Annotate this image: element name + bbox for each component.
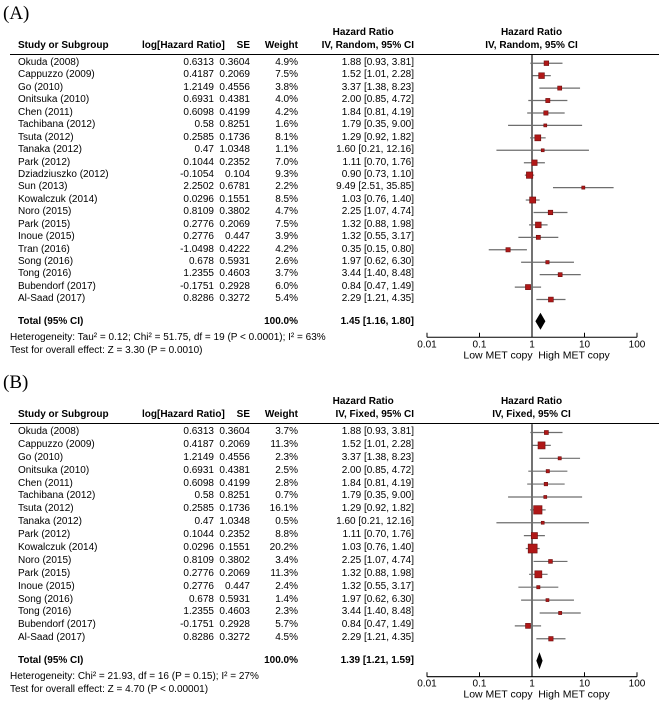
log-hazard-ratio: 0.4187 <box>183 438 214 450</box>
log-hazard-ratio: 0.2585 <box>183 503 214 515</box>
ci-text: 1.29 [0.92, 1.82] <box>341 131 414 143</box>
study-row <box>18 594 420 607</box>
study-row <box>18 256 420 268</box>
weight: 2.2% <box>275 181 298 193</box>
forest-plot-svg <box>417 424 659 701</box>
table-header <box>10 395 420 424</box>
total-ci: 1.45 [1.16, 1.80] <box>340 315 414 327</box>
study-row <box>18 555 420 568</box>
log-hazard-ratio: 1.2355 <box>183 606 214 618</box>
standard-error: 0.2069 <box>219 69 250 81</box>
svg-text:High MET copy: High MET copy <box>538 688 610 701</box>
study-rows <box>0 55 420 306</box>
plot-title: Hazard Ratio <box>500 396 563 407</box>
standard-error: 1.0348 <box>219 516 250 528</box>
log-hazard-ratio: 0.8286 <box>183 293 214 305</box>
weight: 8.1% <box>275 131 298 143</box>
study-row <box>18 107 420 119</box>
svg-text:0.1: 0.1 <box>472 678 487 690</box>
study-row <box>18 542 420 555</box>
log-hazard-ratio: 0.6313 <box>183 57 214 68</box>
standard-error: 0.4199 <box>219 106 250 118</box>
plot-header <box>420 26 659 55</box>
ci-text: 2.29 [1.21, 4.35] <box>341 293 414 305</box>
standard-error: 0.4556 <box>219 81 250 93</box>
study-row <box>18 69 420 81</box>
weight: 2.8% <box>275 477 298 489</box>
standard-error: 0.3272 <box>219 293 250 305</box>
standard-error: 0.3802 <box>219 206 250 218</box>
weight: 4.0% <box>275 94 298 106</box>
weight: 4.7% <box>275 206 298 218</box>
study-row <box>18 244 420 256</box>
log-hazard-ratio: 0.6098 <box>183 477 214 489</box>
weight: 7.5% <box>275 218 298 230</box>
total-row <box>18 654 420 667</box>
weight: 0.5% <box>275 516 298 528</box>
study-row <box>18 181 420 193</box>
log-hazard-ratio: 0.2776 <box>183 231 214 243</box>
hazard-ratio-column-title: Hazard Ratio <box>332 396 394 407</box>
standard-error: 0.2928 <box>219 280 250 292</box>
standard-error: 0.3604 <box>219 426 250 437</box>
weight: 4.5% <box>275 632 298 644</box>
ci-text: 0.84 [0.47, 1.49] <box>341 619 414 631</box>
study-name: Park (2012) <box>18 529 71 541</box>
study-row <box>18 619 420 632</box>
weight: 8.8% <box>275 529 298 541</box>
forest-plot-svg <box>417 55 659 362</box>
log-hazard-ratio: -0.1751 <box>180 619 214 631</box>
stats-footer <box>10 331 420 357</box>
weight: 9.3% <box>275 168 298 180</box>
study-row <box>18 219 420 231</box>
study-row <box>18 516 420 529</box>
svg-text:0.1: 0.1 <box>472 339 487 351</box>
col-header-loghr: log[Hazard Ratio] <box>142 40 225 51</box>
standard-error: 0.1736 <box>219 131 250 143</box>
study-name: Inoue (2015) <box>18 580 75 592</box>
study-name: Cappuzzo (2009) <box>18 69 95 81</box>
study-name: Okuda (2008) <box>18 57 80 68</box>
weight: 2.3% <box>275 606 298 618</box>
weight: 2.5% <box>275 464 298 476</box>
study-row <box>18 293 420 305</box>
standard-error: 0.2069 <box>219 567 250 579</box>
total-weight: 100.0% <box>264 315 298 327</box>
log-hazard-ratio: -0.1054 <box>180 168 214 180</box>
ci-text: 2.00 [0.85, 4.72] <box>341 94 414 106</box>
col-header-study: Study or Subgroup <box>18 409 109 420</box>
svg-text:1: 1 <box>529 678 535 690</box>
standard-error: 0.6781 <box>219 181 250 193</box>
svg-text:10: 10 <box>578 339 591 351</box>
log-hazard-ratio: 0.6313 <box>183 426 214 437</box>
study-name: Noro (2015) <box>18 554 72 566</box>
ci-text: 1.84 [0.81, 4.19] <box>341 477 414 489</box>
log-hazard-ratio: -1.0498 <box>180 243 214 255</box>
total-weight: 100.0% <box>264 655 298 667</box>
weight: 2.6% <box>275 256 298 267</box>
ci-text: 3.37 [1.38, 8.23] <box>341 81 414 93</box>
weight: 4.2% <box>275 243 298 255</box>
weight: 16.1% <box>269 503 298 515</box>
study-name: Okuda (2008) <box>18 426 80 437</box>
log-hazard-ratio: 0.678 <box>188 593 214 605</box>
study-name: Tong (2016) <box>18 268 72 280</box>
log-hazard-ratio: 0.1044 <box>183 156 214 168</box>
study-name: Tanaka (2012) <box>18 144 82 156</box>
weight: 11.3% <box>270 567 298 579</box>
log-hazard-ratio: 0.58 <box>194 119 214 131</box>
ci-text: 1.11 [0.70, 1.76] <box>342 156 414 168</box>
study-name: Onitsuka (2010) <box>18 464 90 476</box>
standard-error: 0.2352 <box>219 156 250 168</box>
log-hazard-ratio: 0.1044 <box>183 529 214 541</box>
table-header <box>10 26 420 55</box>
total-label: Total (95% CI) <box>18 315 84 327</box>
study-name: Park (2015) <box>18 567 71 579</box>
ci-text: 1.88 [0.93, 3.81] <box>341 57 414 68</box>
ci-text: 1.79 [0.35, 9.00] <box>341 119 414 131</box>
study-name: Bubendorf (2017) <box>18 619 96 631</box>
study-name: Cappuzzo (2009) <box>18 438 95 450</box>
standard-error: 0.5931 <box>219 593 250 605</box>
standard-error: 0.5931 <box>219 256 250 267</box>
study-row <box>18 426 420 439</box>
study-row <box>18 82 420 94</box>
standard-error: 0.8251 <box>219 119 250 131</box>
standard-error: 0.4199 <box>219 477 250 489</box>
ci-text: 1.32 [0.88, 1.98] <box>341 218 414 230</box>
weight: 7.5% <box>275 69 298 81</box>
weight: 5.7% <box>275 619 298 631</box>
study-name: Kowalczuk (2014) <box>18 542 98 554</box>
study-row <box>18 439 420 452</box>
study-name: Dziadziuszko (2012) <box>18 168 109 180</box>
study-row <box>18 606 420 619</box>
log-hazard-ratio: 1.2355 <box>183 268 214 280</box>
weight: 20.2% <box>269 542 298 554</box>
standard-error: 0.1551 <box>219 193 250 205</box>
plot-header <box>420 395 659 424</box>
weight: 3.8% <box>275 81 298 93</box>
study-row <box>18 503 420 516</box>
study-row <box>18 268 420 280</box>
svg-text:1: 1 <box>529 339 535 351</box>
ci-text: 1.52 [1.01, 2.28] <box>341 69 414 81</box>
plot-subtitle: IV, Random, 95% CI <box>485 40 578 51</box>
standard-error: 0.1551 <box>219 542 250 554</box>
log-hazard-ratio: 0.6098 <box>183 106 214 118</box>
ci-text: 2.25 [1.07, 4.74] <box>341 554 414 566</box>
study-name: Kowalczuk (2014) <box>18 193 98 205</box>
col-header-se: SE <box>236 409 250 420</box>
log-hazard-ratio: 0.58 <box>194 490 214 502</box>
study-name: Tsuta (2012) <box>18 131 74 143</box>
ci-text: 1.97 [0.62, 6.30] <box>341 593 414 605</box>
panel-b <box>0 371 659 701</box>
weight: 4.2% <box>275 106 298 118</box>
study-row <box>18 231 420 243</box>
ci-text: 1.60 [0.21, 12.16] <box>336 516 414 528</box>
study-name: Tanaka (2012) <box>18 516 82 528</box>
log-hazard-ratio: 2.2502 <box>183 181 214 193</box>
ci-text: 1.32 [0.88, 1.98] <box>341 567 414 579</box>
study-name: Tsuta (2012) <box>18 503 74 515</box>
col-header-weight: Weight <box>264 40 298 51</box>
svg-text:Low MET copy: Low MET copy <box>463 349 533 362</box>
overall-effect-text: Test for overall effect: Z = 3.30 (P = 0.0010) <box>10 344 203 356</box>
standard-error: 0.4381 <box>219 464 250 476</box>
study-table <box>0 424 420 696</box>
standard-error: 0.2928 <box>219 619 250 631</box>
study-row <box>18 157 420 169</box>
standard-error: 0.4222 <box>219 243 250 255</box>
svg-text:High MET copy: High MET copy <box>538 349 610 362</box>
log-hazard-ratio: 0.8109 <box>183 206 214 218</box>
hazard-ratio-column-title: Hazard Ratio <box>332 27 394 38</box>
col-header-loghr: log[Hazard Ratio] <box>142 409 225 420</box>
standard-error: 0.447 <box>224 580 250 592</box>
standard-error: 0.447 <box>224 231 250 243</box>
standard-error: 0.4603 <box>219 606 250 618</box>
study-row <box>18 581 420 594</box>
ci-text: 1.79 [0.35, 9.00] <box>341 490 414 502</box>
weight: 1.6% <box>275 119 298 131</box>
standard-error: 0.3272 <box>219 632 250 644</box>
overall-effect-text: Test for overall effect: Z = 4.70 (P < 0.00001) <box>10 684 209 696</box>
log-hazard-ratio: 0.8109 <box>183 554 214 566</box>
ci-text: 2.25 [1.07, 4.74] <box>341 206 414 218</box>
standard-error: 0.2069 <box>219 218 250 230</box>
study-name: Onitsuka (2010) <box>18 94 90 106</box>
svg-text:100: 100 <box>628 678 646 690</box>
study-row <box>18 632 420 645</box>
study-row <box>18 119 420 131</box>
standard-error: 0.3604 <box>219 57 250 68</box>
study-row <box>18 452 420 465</box>
log-hazard-ratio: 0.2776 <box>183 218 214 230</box>
ci-text: 1.32 [0.55, 3.17] <box>341 580 414 592</box>
study-rows <box>0 424 420 645</box>
ci-text: 1.52 [1.01, 2.28] <box>341 438 414 450</box>
log-hazard-ratio: 1.2149 <box>183 81 214 93</box>
standard-error: 1.0348 <box>219 144 250 156</box>
svg-text:0.01: 0.01 <box>417 339 437 351</box>
log-hazard-ratio: 0.0296 <box>183 542 214 554</box>
log-hazard-ratio: 0.47 <box>194 516 214 528</box>
ci-text: 3.37 [1.38, 8.23] <box>341 451 414 463</box>
plot-title: Hazard Ratio <box>500 27 563 38</box>
study-row <box>18 568 420 581</box>
log-hazard-ratio: -0.1751 <box>180 280 214 292</box>
log-hazard-ratio: 0.8286 <box>183 632 214 644</box>
study-name: Tachibana (2012) <box>18 119 96 131</box>
ci-text: 1.03 [0.76, 1.40] <box>341 193 414 205</box>
weight: 5.4% <box>275 293 298 305</box>
weight: 3.9% <box>275 231 298 243</box>
ci-text: 2.00 [0.85, 4.72] <box>341 464 414 476</box>
log-hazard-ratio: 0.2776 <box>183 580 214 592</box>
study-row <box>18 57 420 69</box>
study-row <box>18 529 420 542</box>
study-name: Park (2015) <box>18 218 71 230</box>
log-hazard-ratio: 0.6931 <box>183 94 214 106</box>
log-hazard-ratio: 1.2149 <box>183 451 214 463</box>
col-header-study: Study or Subgroup <box>18 40 109 51</box>
standard-error: 0.4603 <box>219 268 250 280</box>
study-row <box>18 194 420 206</box>
standard-error: 0.8251 <box>219 490 250 502</box>
study-name: Go (2010) <box>18 81 64 93</box>
ci-text: 3.44 [1.40, 8.48] <box>341 268 414 280</box>
weight: 7.0% <box>275 156 298 168</box>
weight: 6.0% <box>275 280 298 292</box>
col-header-model: IV, Fixed, 95% CI <box>335 409 414 420</box>
ci-text: 1.03 [0.76, 1.40] <box>341 542 414 554</box>
ci-text: 1.60 [0.21, 12.16] <box>336 144 414 156</box>
standard-error: 0.3802 <box>219 554 250 566</box>
col-header-se: SE <box>236 40 250 51</box>
col-header-weight: Weight <box>264 409 298 420</box>
weight: 4.9% <box>275 57 298 68</box>
study-name: Al-Saad (2017) <box>18 632 86 644</box>
study-name: Chen (2011) <box>18 477 73 489</box>
ci-text: 1.88 [0.93, 3.81] <box>341 426 414 437</box>
standard-error: 0.2352 <box>219 529 250 541</box>
weight: 3.7% <box>275 426 298 437</box>
log-hazard-ratio: 0.4187 <box>183 69 214 81</box>
svg-text:Low MET copy: Low MET copy <box>463 688 533 701</box>
study-name: Inoue (2015) <box>18 231 75 243</box>
standard-error: 0.4381 <box>219 94 250 106</box>
svg-text:10: 10 <box>578 678 591 690</box>
study-row <box>18 94 420 106</box>
log-hazard-ratio: 0.2776 <box>183 567 214 579</box>
study-name: Song (2016) <box>18 593 74 605</box>
log-hazard-ratio: 0.47 <box>194 144 214 156</box>
total-ci: 1.39 [1.21, 1.59] <box>340 655 414 667</box>
study-name: Bubendorf (2017) <box>18 280 96 292</box>
study-row <box>18 206 420 218</box>
ci-text: 0.90 [0.73, 1.10] <box>341 168 414 180</box>
standard-error: 0.104 <box>224 168 250 180</box>
study-name: Sun (2013) <box>18 181 68 193</box>
ci-text: 9.49 [2.51, 35.85] <box>336 181 414 193</box>
weight: 2.4% <box>275 580 298 592</box>
log-hazard-ratio: 0.0296 <box>183 193 214 205</box>
heterogeneity-text: Heterogeneity: Tau² = 0.12; Chi² = 51.75, df = 19 (P < 0.0001); I² = 63% <box>10 331 326 343</box>
study-name: Tachibana (2012) <box>18 490 96 502</box>
stats-footer <box>10 670 420 696</box>
panel-a-label: (A) <box>3 3 30 24</box>
weight: 0.7% <box>275 490 298 502</box>
study-row <box>18 132 420 144</box>
ci-text: 3.44 [1.40, 8.48] <box>341 606 414 618</box>
weight: 3.4% <box>275 554 298 566</box>
ci-text: 1.11 [0.70, 1.76] <box>342 529 414 541</box>
study-name: Al-Saad (2017) <box>18 293 86 305</box>
study-name: Park (2012) <box>18 156 71 168</box>
log-hazard-ratio: 0.6931 <box>183 464 214 476</box>
study-row <box>18 478 420 491</box>
standard-error: 0.4556 <box>219 451 250 463</box>
ci-text: 1.97 [0.62, 6.30] <box>341 256 414 267</box>
standard-error: 0.2069 <box>219 438 250 450</box>
ci-text: 1.84 [0.81, 4.19] <box>341 106 414 118</box>
weight: 2.3% <box>275 451 298 463</box>
weight: 3.7% <box>275 268 298 280</box>
study-row <box>18 144 420 156</box>
heterogeneity-text: Heterogeneity: Chi² = 21.93, df = 16 (P = 0.15); I² = 27% <box>10 671 259 683</box>
ci-text: 0.84 [0.47, 1.49] <box>341 280 414 292</box>
ci-text: 0.35 [0.15, 0.80] <box>341 243 414 255</box>
weight: 8.5% <box>275 193 298 205</box>
weight: 1.4% <box>275 593 298 605</box>
study-row <box>18 490 420 503</box>
study-table <box>0 55 420 357</box>
ci-text: 2.29 [1.21, 4.35] <box>341 632 414 644</box>
total-label: Total (95% CI) <box>18 655 84 667</box>
ci-text: 1.32 [0.55, 3.17] <box>341 231 414 243</box>
log-hazard-ratio: 0.678 <box>188 256 214 267</box>
study-row <box>18 465 420 478</box>
ci-text: 1.29 [0.92, 1.82] <box>341 503 414 515</box>
study-name: Go (2010) <box>18 451 64 463</box>
svg-text:0.01: 0.01 <box>417 678 437 690</box>
study-name: Tran (2016) <box>18 243 70 255</box>
panel-a <box>0 2 659 362</box>
weight: 11.3% <box>270 438 298 450</box>
col-header-model: IV, Random, 95% CI <box>321 40 414 51</box>
study-row <box>18 169 420 181</box>
plot-subtitle: IV, Fixed, 95% CI <box>492 409 571 420</box>
study-name: Noro (2015) <box>18 206 72 218</box>
panel-b-label: (B) <box>3 372 29 393</box>
study-name: Song (2016) <box>18 256 74 267</box>
study-row <box>18 281 420 293</box>
svg-text:100: 100 <box>628 339 646 351</box>
study-name: Chen (2011) <box>18 106 73 118</box>
standard-error: 0.1736 <box>219 503 250 515</box>
log-hazard-ratio: 0.2585 <box>183 131 214 143</box>
total-row <box>18 315 420 328</box>
weight: 1.1% <box>275 144 298 156</box>
study-name: Tong (2016) <box>18 606 72 618</box>
